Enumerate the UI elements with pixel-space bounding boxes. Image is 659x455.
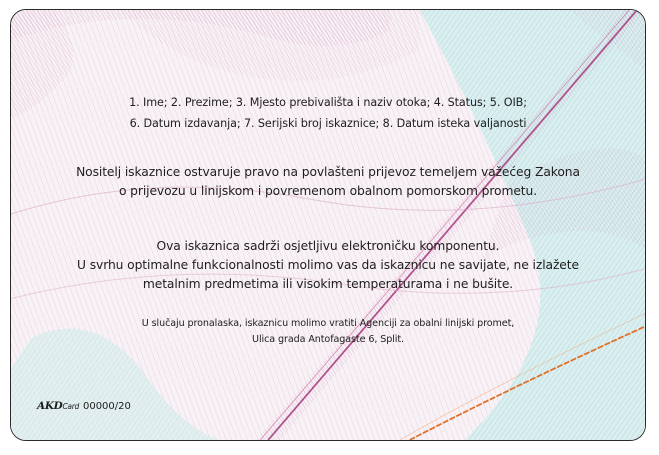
warning-line-2: U svrhu optimalne funkcionalnosti molimo vas da iskaznicu ne savijate, ne izlažete — [77, 258, 579, 272]
card-text — [11, 10, 645, 440]
fields-legend-line-1: 1. Ime; 2. Prezime; 3. Mjesto prebivališta i naziv otoka; 4. Status; 5. OIB; — [129, 96, 527, 109]
warning-line-3: metalnim predmetima ili visokim temperaturama i ne bušite. — [142, 277, 514, 291]
serial-number: 00000/20 — [82, 401, 131, 412]
serial-block — [37, 400, 131, 412]
id-card-back — [10, 9, 646, 441]
notice-line-1: Nositelj iskaznice ostvaruje pravo na povlašteni prijevoz temeljem važećeg Zakona — [76, 165, 580, 179]
lost-card-line-2: Ulica grada Antofagaste 6, Split. — [252, 334, 404, 345]
brand-logo: AKDCard — [37, 400, 79, 412]
fields-legend-line-2: 6. Datum izdavanja; 7. Serijski broj iskaznice; 8. Datum isteka valjanosti — [129, 117, 527, 130]
notice-line-2: o prijevozu u linijskom i povremenom obalnom pomorskom prometu. — [118, 184, 538, 198]
warning-line-1: Ova iskaznica sadrži osjetljivu elektroničku komponentu. — [156, 239, 500, 253]
lost-card-line-1: U slučaju pronalaska, iskaznicu molimo vratiti Agenciji za obalni linijski promet, — [141, 318, 515, 329]
